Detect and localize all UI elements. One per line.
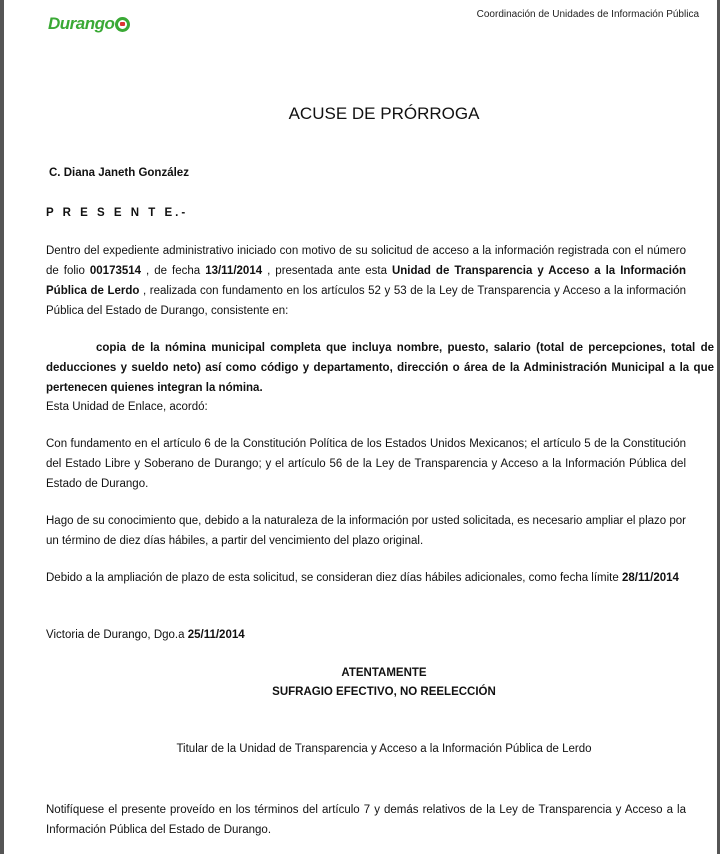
issue-date: 25/11/2014: [187, 629, 245, 641]
document-title: ACUSE DE PRÓRROGA: [288, 104, 480, 123]
paragraph-legal-basis: Con fundamento en el artículo 6 de la Constitución Política de los Estados Unidos Mexicanos; el artículo 5 de la Constitución del Estado Libre y Soberano de Durango; y el artículo 56 de la Ley de Transparencia y Acceso a la Información Pública del Estado de Durango.: [46, 438, 686, 490]
paragraph-deadline: Debido a la ampliación de plazo de esta solicitud, se consideran diez días hábiles adicionales, como fecha límite 28/11/2014: [46, 572, 679, 584]
durango-logo: [48, 14, 130, 34]
place-date: Victoria de Durango, Dgo.a 25/11/2014: [46, 629, 245, 641]
logo-text: Durango: [48, 14, 115, 33]
header-organization: Coordinación de Unidades de Información Pública: [476, 9, 699, 20]
closing-atentamente: ATENTAMENTE: [341, 667, 427, 679]
logo-badge-icon: [115, 17, 130, 32]
request-text: copia de la nómina municipal completa que incluya nombre, puesto, salario (total de percepciones, total de deducciones y sueldo neto) así como código y departamento, dirección o área de la Administración Municipal a la que pertenecen quienes integran la nómina.: [46, 342, 714, 394]
deadline-date: 28/11/2014: [621, 572, 679, 584]
closing-motto: SUFRAGIO EFECTIVO, NO REELECCIÓN: [272, 686, 496, 698]
salutation: P R E S E N T E.-: [46, 207, 189, 219]
folio-number: 00173514: [89, 265, 142, 277]
paragraph-request-context: Dentro del expediente administrativo iniciado con motivo de su solicitud de acceso a la información registrada con el número de folio 00173514 , de fecha 13/11/2014 , presentada ante esta Unidad de Transparencia y Acceso a la Información Pública de Lerdo , realizada con fundamento en los artículos 52 y 53 de la Ley de Transparencia y Acceso a la información Pública del Estado de Durango, consistente en:: [46, 245, 687, 317]
recipient: C. Diana Janeth González: [49, 167, 189, 179]
paragraph-extension: Hago de su conocimiento que, debido a la naturaleza de la información por usted solicitada, es necesario ampliar el plazo por un término de diez días hábiles, a partir del vencimiento del plazo original.: [46, 515, 686, 547]
signatory: Titular de la Unidad de Transparencia y Acceso a la Información Pública de Lerdo: [176, 743, 592, 755]
agreement-line: Esta Unidad de Enlace, acordó:: [46, 401, 208, 413]
unit-name: Unidad de Transparencia y Acceso a la Información Pública de Lerdo: [46, 265, 687, 297]
document-page: [4, 0, 717, 854]
request-date: 13/11/2014: [205, 265, 263, 277]
paragraph-notification: Notifíquese el presente proveído en los términos del artículo 7 y demás relativos de la Ley de Transparencia y Acceso a la Información Pública del Estado de Durango.: [46, 804, 686, 836]
